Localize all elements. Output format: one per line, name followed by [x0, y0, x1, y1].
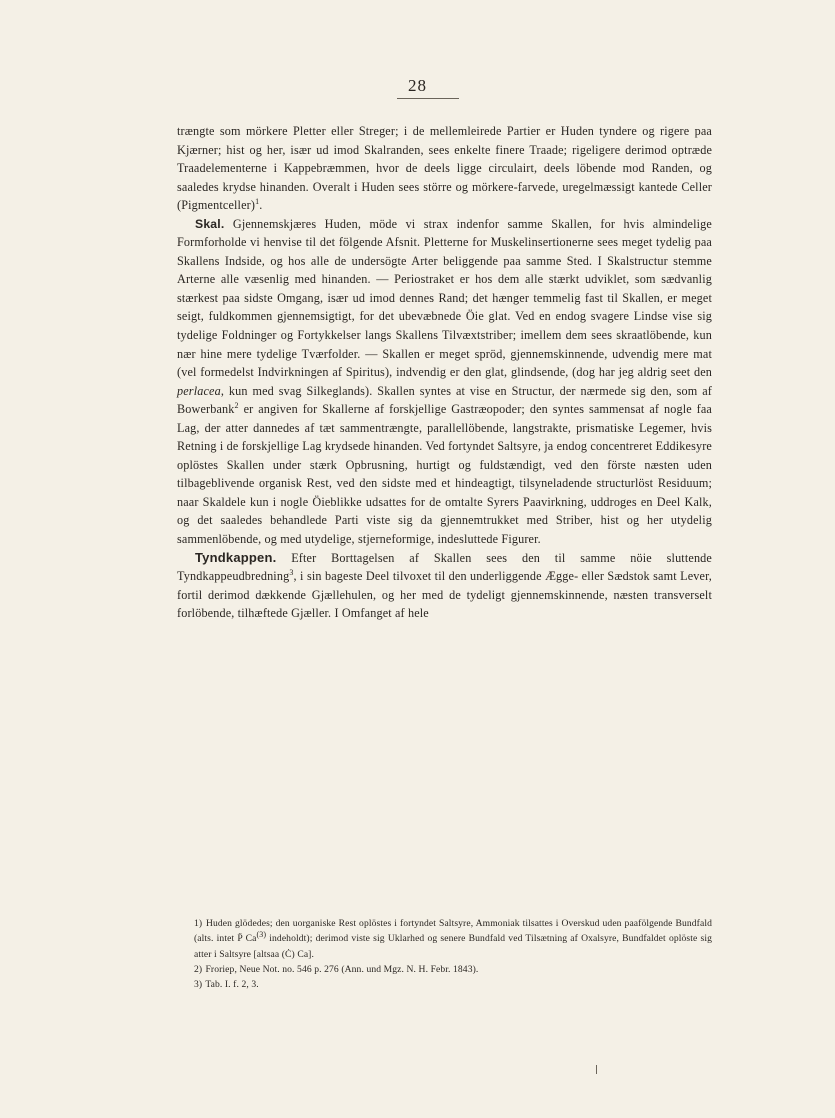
paragraph-continuation: trængte som mörkere Pletter eller Streger; i de mellemleirede Partier er Huden tyndere og rigere paa Kjærner; hist og her, især ud imod Skalranden, sees enkelte finere Traade; rigeligere derimod optræde Traadelementerne i Kappebræmmen, hvor de deels ligge circulairt, deels löbende mod Randen, og saaledes krydse hinanden. Overalt i Huden sees större og mörkere-farvede, uregelmæssigt kantede Celler (Pigmentceller)$^1$.	[177, 124, 712, 213]
footnote-ref-3: 3	[289, 568, 294, 578]
footnote-1: 1) Huden glödedes; den uorganiske Rest oplöstes i fortyndet Saltsyre, Ammoniak tilsattes i Overskud uden paafölgende Bundfald (alts. intet P̈ Ca$^{(3)}$ indeholdt); derimod viste sig Uklarhed og senere Bundfald ved Tilsætning af Oxalsyre, Bundfaldet oplöste sig atter i Saltsyre [altsaa (Ċ) Ca].	[194, 918, 712, 960]
section-heading-tyndkappen: Tyndkappen.	[195, 549, 277, 565]
chemical-formula: P̈ Ca	[237, 933, 257, 945]
footnote-2: 2) Froriep, Neue Not. no. 546 p. 276 (Ann. und Mgz. N. H. Febr. 1843).	[194, 963, 479, 975]
section-heading-skal: Skal.	[195, 216, 225, 231]
footnote-ref-2: 2	[234, 401, 239, 411]
footnote-ref-1: 1	[255, 197, 260, 207]
paragraph-tyndkappen: Tyndkappen. Efter Borttagelsen af Skallen sees den til samme nöie sluttende Tyndkappeudbredning$^3$, i sin bageste Deel tilvoxet til den underliggende Ægge- eller Sædstok samt Lever, fortil derimod dækkende Gjællehulen, og her med de tydeligt gjennemskinnende, næsten transverselt forlöbende, tilhæftede Gjæller. I Omfanget af hele	[177, 549, 712, 621]
footnote-3: 3) Tab. I. f. 2, 3.	[194, 979, 259, 991]
main-text	[177, 122, 712, 623]
print-mark	[596, 1065, 597, 1074]
paragraph-skal: Skal. Gjennemskjæres Huden, möde vi strax indenfor samme Skallen, for hvis almindelige Formforholde vi henvise til det fölgende Afsnit. Pletterne for Muskelinsertionerne sees meget tydelig paa Skallens Indside, og hos alle de undersögte Arter beliggende paa samme Sted. I Skalstructur stemme Arterne alle væsenlig med hinanden. — Periostraket er hos dem alle stærkt udviklet, som sædvanlig stærkest paa sidste Omgang, især ud imod dennes Rand; det hænger temmelig fast til Skallen, er meget seigt, fuldkommen gjennemsigtigt, for det ubevæbnede Öie glat. Ved en endog svagere Lindse vise sig tydelige Foldninger og Fortykkelser langs Skallens Tilvæxtstriber; imellem dem sees skraatlöbende, kun nær hine mere tydelige Tværfolder. — Skallen er meget spröd, gjennemskinnende, udvendig mere mat (vel formedelst Indvirkningen af Spiritus), indvendig er den glat, glindsende, (dog har jeg aldrig seet den perlacea, kun med svag Silkeglands). Skallen syntes at vise en Structur, der nærmede sig den, som af Bowerbank$^2$ er angiven for Skallerne af forskjellige Gastræopoder; den syntes sammensat af nogle faa Lag, der atter dannedes af tæt sammentrængte, parallellöbende, langstrakte, prismatiske Legemer, hvis Retning i de forskjellige Lag krydsede hinanden. Ved fortyndet Saltsyre, ja endog concentreret Eddikesyre oplöstes Skallen under stærk Opbrusning, hurtigt og fuldstændigt, ved den förste næsten uden tilbageblivende organisk Rest, ved den sidste med et hindeagtigt, tilsyneladende structurlöst Residuum; naar Skaldele kun i nogle Öieblikke udsattes for de omtalte Syrers Paavirkning, uddroges en Deel Kalk, og det saaledes behandlede Parti viste sig da gjennemtrukket med Striber, hist og her utydelig sammenlöbende, og med utydelige, stjerneformige, indesluttede Figurer.	[177, 216, 712, 547]
italic-term: perlacea	[177, 383, 221, 398]
header-rule	[397, 98, 459, 99]
footnotes	[177, 916, 712, 992]
page-number: 28	[408, 76, 427, 95]
